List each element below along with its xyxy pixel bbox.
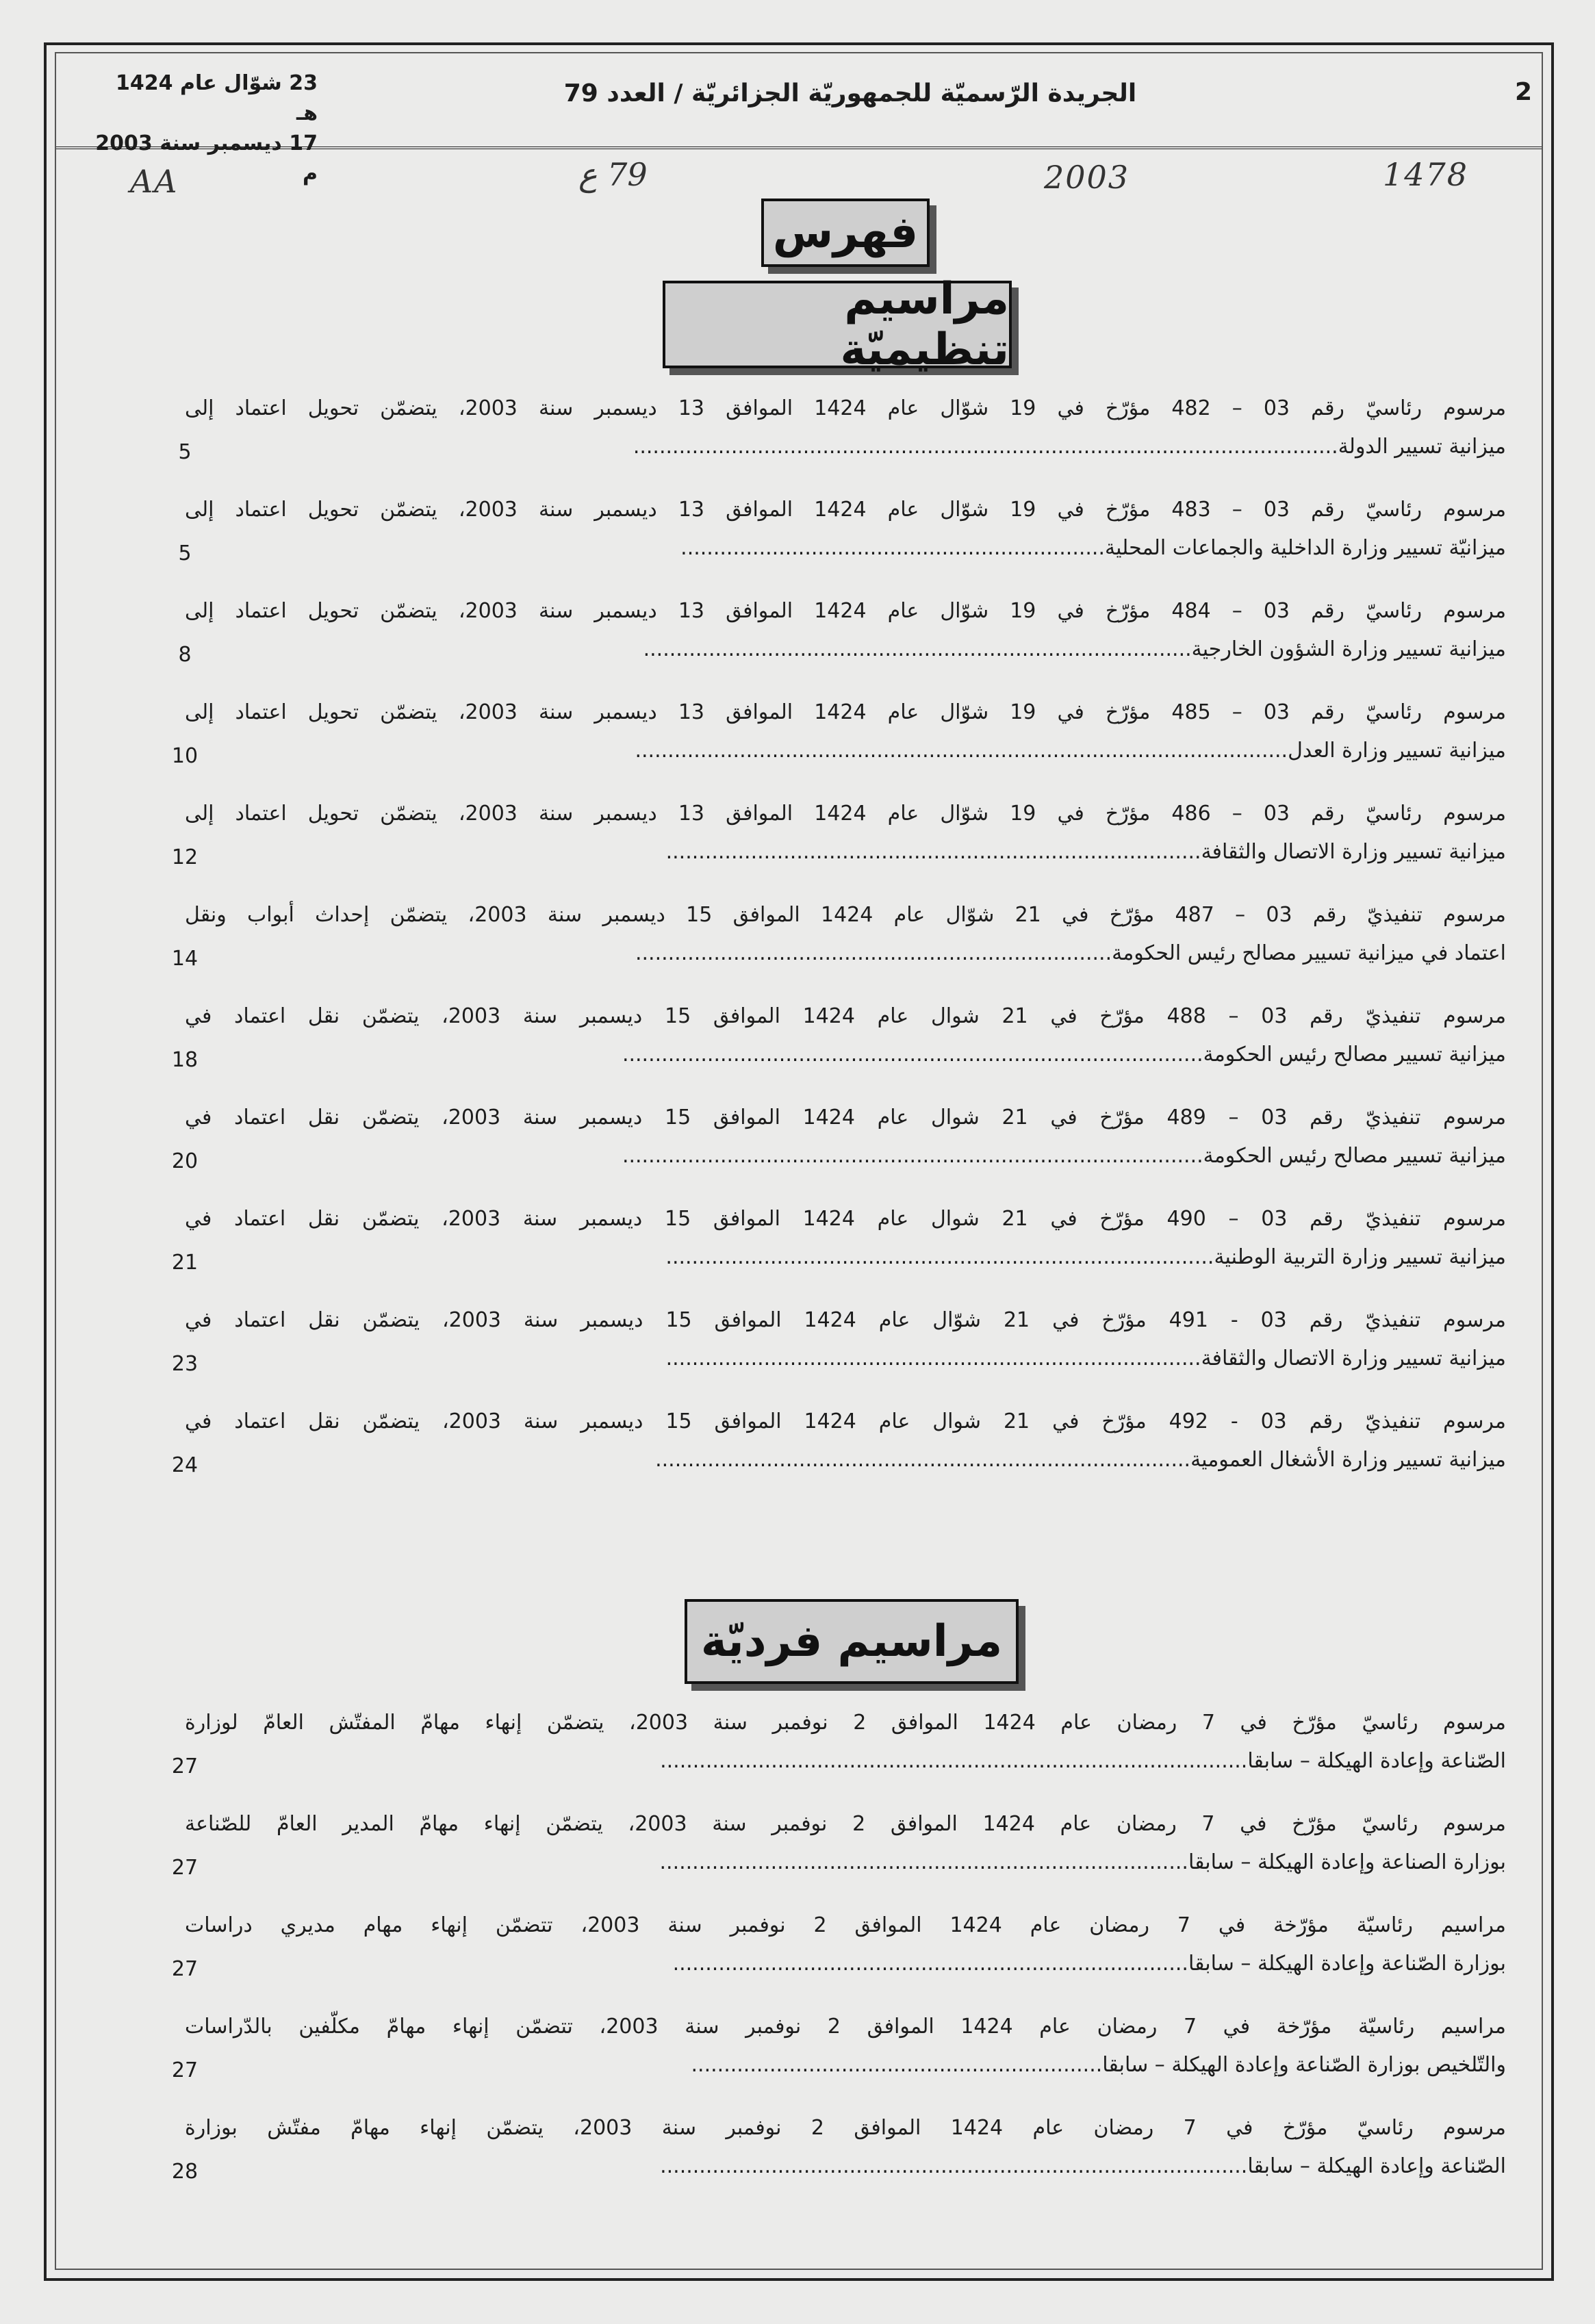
toc-entry-line2-text: ميزانية تسيير الدولة xyxy=(1338,435,1506,459)
toc-entry xyxy=(171,799,1507,900)
toc-entry-line2 xyxy=(666,837,1506,867)
handwritten-reference: 1478 xyxy=(1383,156,1469,193)
toc-entry-page: 24 xyxy=(171,1453,199,1477)
individual-decrees-banner xyxy=(685,1599,1019,1684)
toc-entry xyxy=(178,495,1507,596)
toc-entry-line2-text: ميزانية تسيير وزارة الشؤون الخارجية xyxy=(1191,637,1506,661)
index-title: فهرس xyxy=(772,207,919,258)
toc-entry-line1: مرسوم تنفيذيّ رقم 03 – 488 مؤرّخ في 21 شوال عام 1424 الموافق 15 ديسمبر سنة 2003، يتضمّن نقل اعتماد في xyxy=(185,1004,1507,1028)
regulatory-decrees-title: مراسيم تنظيميّة xyxy=(840,274,1009,375)
toc-entry-line1: مرسوم رئاسيّ مؤرّخ في 7 رمضان عام 1424 الموافق 2 نوفمبر سنة 2003، يتضمّن إنهاء مهامّ المفتّش العامّ لوزارة xyxy=(185,1711,1506,1735)
toc-leader-dots: ............................................................................................................ xyxy=(633,435,1338,459)
toc-leader-dots: .......................................................................................... xyxy=(660,2154,1248,2178)
toc-entry-line2 xyxy=(660,2151,1506,2182)
individual-decrees-title: مراسيم فرديّة xyxy=(700,1616,1003,1667)
toc-entry xyxy=(171,2012,1506,2113)
toc-leader-dots: ............................................................... xyxy=(691,2053,1103,2077)
handwritten-issue-number: 79 ع xyxy=(578,156,648,193)
toc-entry xyxy=(171,1407,1507,1508)
index-banner xyxy=(761,199,930,267)
toc-entry-line1: مرسوم تنفيذيّ رقم 03 - 491 مؤرّخ في 21 شوّال عام 1424 الموافق 15 ديسمبر سنة 2003، يتضمّن نقل اعتماد في xyxy=(185,1308,1507,1332)
header-title: الجريدة الرّسميّة للجمهوريّة الجزائريّة / العدد 79 xyxy=(563,79,1137,107)
toc-entry-page: 18 xyxy=(171,1048,199,1072)
toc-entry-line1: مراسيم رئاسيّة مؤرّخة في 7 رمضان عام 1424 الموافق 2 نوفمبر سنة 2003، تتضمّن إنهاء مهامّ مكلّفين بالدّراسات xyxy=(185,2015,1506,2039)
toc-leader-dots: ......................................................................... xyxy=(635,941,1112,965)
toc-leader-dots: .................................................................................... xyxy=(643,637,1192,661)
header-date-gregorian: 17 ديسمبر سنة 2003 م xyxy=(95,131,318,186)
toc-entry-page: 14 xyxy=(171,947,199,971)
toc-entry xyxy=(171,1809,1506,1911)
toc-entry-page: 27 xyxy=(171,1856,199,1880)
toc-entry-line2 xyxy=(655,1445,1506,1475)
toc-leader-dots: .................................................................................... xyxy=(665,1245,1214,1269)
toc-entry-page: 21 xyxy=(171,1251,199,1275)
toc-entry-line2-text: اعتماد في ميزانية تسيير مصالح رئيس الحكومة xyxy=(1112,941,1506,965)
toc-entry xyxy=(171,2113,1506,2214)
toc-entry-page: 5 xyxy=(178,440,192,464)
toc-entry xyxy=(171,1204,1507,1305)
toc-entry xyxy=(171,1911,1506,2012)
toc-entry-line2-text: ميزانية تسيير وزارة التربية الوطنية xyxy=(1214,1245,1506,1269)
toc-entry xyxy=(171,1708,1506,1809)
toc-entry-line2 xyxy=(680,533,1506,563)
toc-entry-line2 xyxy=(635,938,1506,969)
toc-entry-line2 xyxy=(665,1242,1506,1273)
regulatory-decrees-list xyxy=(171,394,1507,1508)
toc-entry-line2 xyxy=(660,1746,1506,1776)
toc-entry-line1: مرسوم تنفيذيّ رقم 03 - 492 مؤرّخ في 21 شوال عام 1424 الموافق 15 ديسمبر سنة 2003، يتضمّن نقل اعتماد في xyxy=(185,1409,1507,1433)
toc-entry-page: 5 xyxy=(178,541,192,565)
toc-leader-dots: ................................................................................. xyxy=(659,1850,1188,1874)
toc-entry-line2 xyxy=(633,432,1506,462)
toc-entry-line2 xyxy=(622,1040,1506,1070)
header-date xyxy=(92,68,318,189)
toc-entry-line1: مرسوم رئاسيّ مؤرّخ في 7 رمضان عام 1424 الموافق 2 نوفمبر سنة 2003، يتضمّن إنهاء مهامّ مفتّش بوزارة xyxy=(185,2116,1506,2140)
toc-entry-line2-text: ميزانية تسيير وزارة الاتصال والثقافة xyxy=(1201,840,1506,864)
toc-entry-line2 xyxy=(660,1848,1507,1878)
toc-entry-line2-text: ميزانية تسيير وزارة العدل xyxy=(1288,739,1506,763)
toc-leader-dots: ......................................................................................... xyxy=(622,1043,1203,1067)
toc-leader-dots: .......................................................................................... xyxy=(660,1749,1248,1773)
toc-leader-dots: ......................................................................................... xyxy=(622,1144,1203,1168)
toc-entry xyxy=(171,1103,1507,1204)
toc-entry-line1: مرسوم رئاسيّ رقم 03 – 485 مؤرّخ في 19 شوّال عام 1424 الموافق 13 ديسمبر سنة 2003، يتضمّن تحويل اعتماد إلى xyxy=(185,700,1507,724)
toc-entry xyxy=(171,698,1507,799)
toc-entry-line1: مرسوم رئاسيّ رقم 03 – 486 مؤرّخ في 19 شوّال عام 1424 الموافق 13 ديسمبر سنة 2003، يتضمّن تحويل اعتماد إلى xyxy=(185,802,1507,826)
toc-leader-dots: ................................................................. xyxy=(680,536,1106,560)
toc-entry-line2 xyxy=(691,2050,1506,2080)
header-date-hijri: 23 شوّال عام 1424 هـ xyxy=(116,71,318,125)
toc-entry-page: 8 xyxy=(178,643,192,667)
toc-entry-line2-text: بوزارة الصناعة وإعادة الهيكلة – سابقا xyxy=(1188,1850,1506,1874)
toc-entry-line1: مرسوم تنفيذيّ رقم 03 – 490 مؤرّخ في 21 شوال عام 1424 الموافق 15 ديسمبر سنة 2003، يتضمّن نقل اعتماد في xyxy=(185,1207,1507,1231)
toc-entry-line2 xyxy=(635,736,1506,766)
toc-entry-line2-text: الصّناعة وإعادة الهيكلة – سابقا xyxy=(1247,1749,1506,1773)
handwritten-year: 2003 xyxy=(1044,159,1130,196)
toc-entry-line1: مرسوم رئاسيّ رقم 03 – 482 مؤرّخ في 19 شوّال عام 1424 الموافق 13 ديسمبر سنة 2003، يتضمّن تحويل اعتماد إلى xyxy=(185,396,1507,420)
toc-entry-page: 12 xyxy=(171,845,199,869)
toc-leader-dots: ............................................................................... xyxy=(672,1952,1188,1976)
toc-entry-line2 xyxy=(643,635,1506,665)
toc-entry-page: 10 xyxy=(171,744,199,768)
toc-entry-page: 27 xyxy=(171,1957,199,1981)
toc-entry-page: 27 xyxy=(171,1754,199,1778)
toc-entry-line2-text: والتّلخيص بوزارة الصّناعة وإعادة الهيكلة – سابقا xyxy=(1102,2053,1506,2077)
toc-entry-line2-text: ميزانية تسيير وزارة الأشغال العمومية xyxy=(1190,1448,1506,1472)
toc-entry-line1: مرسوم تنفيذيّ رقم 03 – 487 مؤرّخ في 21 شوّال عام 1424 الموافق 15 ديسمبر سنة 2003، يتضمّن إحداث أبواب ونقل xyxy=(185,903,1506,927)
toc-entry-line1: مرسوم رئاسيّ مؤرّخ في 7 رمضان عام 1424 الموافق 2 نوفمبر سنة 2003، يتضمّن إنهاء مهامّ المدير العامّ للصّناعة xyxy=(185,1812,1506,1836)
toc-entry-line2 xyxy=(622,1141,1506,1171)
toc-entry-line2 xyxy=(673,1949,1506,1979)
individual-decrees-list xyxy=(171,1708,1506,2214)
toc-leader-dots: .................................................................................. xyxy=(665,840,1201,864)
toc-leader-dots: .................................................................................. xyxy=(665,1346,1201,1370)
toc-entry-page: 27 xyxy=(171,2058,199,2082)
toc-entry-line2-text: ميزانيّة تسيير وزارة الداخلية والجماعات المحلية xyxy=(1105,536,1506,560)
toc-entry-line1: مرسوم تنفيذيّ رقم 03 – 489 مؤرّخ في 21 شوال عام 1424 الموافق 15 ديسمبر سنة 2003، يتضمّن نقل اعتماد في xyxy=(185,1106,1507,1129)
toc-entry-line1: مرسوم رئاسيّ رقم 03 – 483 مؤرّخ في 19 شوّال عام 1424 الموافق 13 ديسمبر سنة 2003، يتضمّن تحويل اعتماد إلى xyxy=(185,498,1507,522)
toc-entry-line1: مرسوم رئاسيّ رقم 03 – 484 مؤرّخ في 19 شوّال عام 1424 الموافق 13 ديسمبر سنة 2003، يتضمّن تحويل اعتماد إلى xyxy=(185,599,1507,623)
toc-entry-page: 23 xyxy=(171,1352,199,1376)
toc-entry-page: 20 xyxy=(171,1149,199,1173)
toc-entry xyxy=(178,394,1507,495)
toc-entry-line2-text: ميزانية تسيير مصالح رئيس الحكومة xyxy=(1203,1043,1506,1067)
toc-entry xyxy=(171,900,1506,1001)
toc-entry xyxy=(178,596,1507,698)
toc-entry-line2-text: الصّناعة وإعادة الهيكلة – سابقا xyxy=(1247,2154,1506,2178)
regulatory-decrees-banner xyxy=(663,274,1012,375)
toc-entry xyxy=(171,1305,1507,1407)
page-number: 2 xyxy=(1514,78,1532,106)
toc-entry-line1: مراسيم رئاسيّة مؤرّخة في 7 رمضان عام 1424 الموافق 2 نوفمبر سنة 2003، تتضمّن إنهاء مهام مديري دراسات xyxy=(185,1913,1506,1937)
toc-entry xyxy=(171,1001,1507,1103)
toc-entry-line2-text: ميزانية تسيير مصالح رئيس الحكومة xyxy=(1203,1144,1506,1168)
toc-entry-page: 28 xyxy=(171,2160,199,2184)
toc-leader-dots: .................................................................................. xyxy=(655,1448,1191,1472)
toc-entry-line2-text: ميزانية تسيير وزارة الاتصال والثقافة xyxy=(1201,1346,1506,1370)
handwritten-note-left: AA xyxy=(130,163,179,200)
toc-leader-dots: .................................................................................................... xyxy=(635,739,1288,763)
toc-entry-line2-text: بوزارة الصّناعة وإعادة الهيكلة – سابقا xyxy=(1188,1952,1506,1976)
toc-entry-line2 xyxy=(666,1344,1506,1374)
